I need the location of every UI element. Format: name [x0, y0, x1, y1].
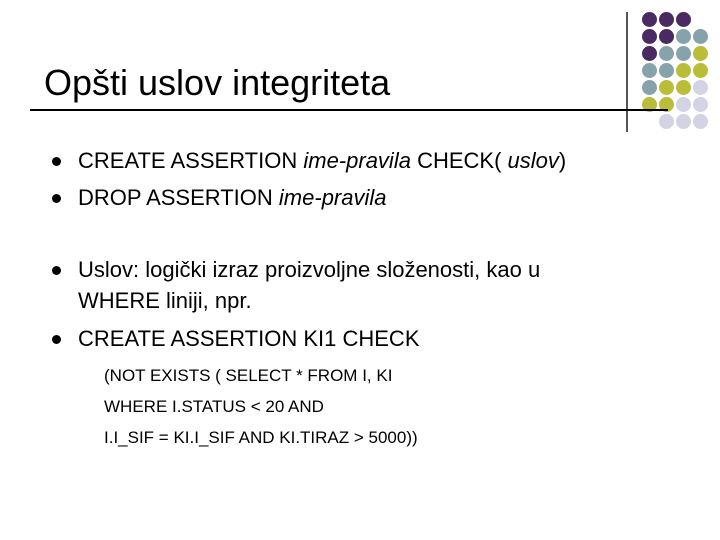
- decorative-dot: [676, 29, 691, 44]
- bullet-dot-icon: [52, 194, 61, 203]
- decorative-dot: [659, 46, 674, 61]
- decorative-dot: [693, 46, 708, 61]
- bullet-text: DROP ASSERTION ime-pravila: [78, 185, 387, 210]
- decorative-dot: [659, 63, 674, 78]
- decorative-dot: [642, 12, 657, 27]
- decorative-dot: [676, 114, 691, 129]
- decorative-dot: [693, 97, 708, 112]
- slide-title: Opšti uslov integriteta: [44, 62, 391, 103]
- decorative-dot: [676, 46, 691, 61]
- code-line: I.I_SIF = KI.I_SIF AND KI.TIRAZ > 5000)): [104, 428, 418, 447]
- decorative-dot: [642, 29, 657, 44]
- bullet-text: CREATE ASSERTION ime-pravila CHECK( uslov): [78, 148, 567, 173]
- code-line: WHERE I.STATUS < 20 AND: [104, 397, 324, 416]
- decorative-dot: [642, 46, 657, 61]
- decorative-dot: [659, 80, 674, 95]
- decorative-dot: [693, 80, 708, 95]
- decorative-dot: [659, 12, 674, 27]
- code-line: (NOT EXISTS ( SELECT * FROM I, KI: [104, 366, 393, 385]
- title-underline: [30, 109, 668, 111]
- bullet-dot-icon: [52, 335, 61, 344]
- bullet-dot-icon: [52, 266, 61, 275]
- decorative-dot: [676, 80, 691, 95]
- bullet-text: Uslov: logički izraz proizvoljne složenosti, kao u: [78, 257, 541, 282]
- decorative-dot: [659, 114, 674, 129]
- decorative-dot: [659, 29, 674, 44]
- decorative-dot: [676, 63, 691, 78]
- bullet-text: CREATE ASSERTION KI1 CHECK: [78, 326, 420, 351]
- decorative-dot: [642, 63, 657, 78]
- bullet-continuation: WHERE liniji, npr.: [78, 288, 252, 313]
- decorative-dot: [693, 63, 708, 78]
- decorative-dot: [693, 114, 708, 129]
- decorative-dot: [676, 97, 691, 112]
- bullet-dot-icon: [52, 157, 61, 166]
- decorative-dot: [693, 29, 708, 44]
- decorative-dot: [642, 80, 657, 95]
- vertical-divider: [626, 12, 628, 132]
- decorative-dot: [676, 12, 691, 27]
